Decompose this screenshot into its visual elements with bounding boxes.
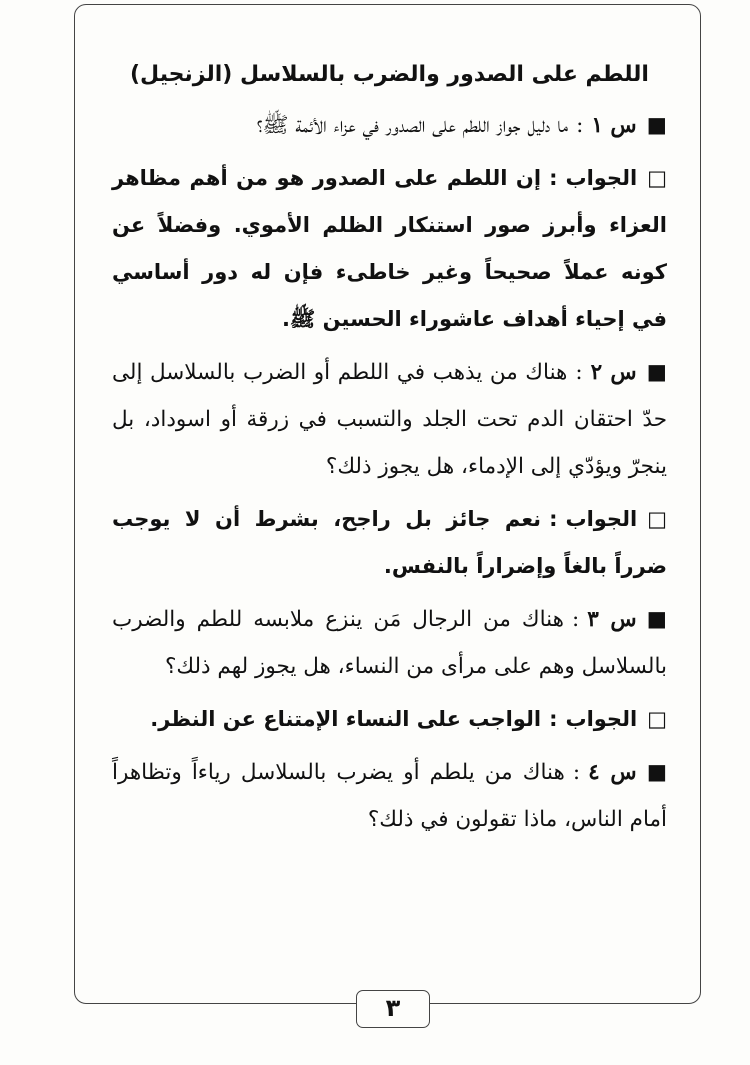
colon: : bbox=[549, 507, 558, 531]
page-title: اللطم على الصدور والضرب بالسلاسل (الزنجيل) bbox=[130, 62, 649, 87]
question-label: س ٣ bbox=[587, 607, 637, 632]
question-label: س ٤ bbox=[588, 760, 637, 785]
question-text: ما دليل جواز اللطم على الصدور في عزاء الأئمة ﷺ؟ bbox=[256, 113, 569, 138]
colon: : bbox=[575, 360, 583, 385]
empty-square-icon: □ bbox=[647, 707, 667, 731]
filled-square-icon: ■ bbox=[646, 360, 667, 385]
colon: : bbox=[576, 113, 584, 138]
colon: : bbox=[549, 707, 558, 731]
question-text: هناك من يلطم أو يضرب بالسلاسل رياءاً وتظاهراً أمام الناس، ماذا تقولون في ذلك؟ bbox=[112, 760, 667, 832]
answer-2 bbox=[112, 496, 667, 590]
empty-square-icon: □ bbox=[647, 507, 667, 531]
question-text: هناك من الرجال مَن ينزع ملابسه للطم والضرب بالسلاسل وهم على مرأى من النساء، هل يجوز لهم ذلك؟ bbox=[112, 607, 667, 679]
question-label: س ١ bbox=[591, 113, 637, 138]
colon: : bbox=[571, 607, 580, 632]
question-3 bbox=[112, 596, 667, 690]
empty-square-icon: □ bbox=[647, 166, 667, 190]
answer-label: الجواب bbox=[565, 707, 638, 731]
question-2 bbox=[112, 349, 667, 490]
answer-text: الواجب على النساء الإمتناع عن النظر. bbox=[150, 707, 542, 731]
answer-label: الجواب bbox=[565, 166, 638, 190]
page-number: ٣ bbox=[356, 990, 430, 1028]
answer-text: نعم جائز بل راجح، بشرط أن لا يوجب ضرراً بالغاً وإضراراً بالنفس. bbox=[112, 507, 667, 578]
question-text: هناك من يذهب في اللطم أو الضرب بالسلاسل إلى حدّ احتقان الدم تحت الجلد والتسبب في زرقة أو اسوداد، بل ينجرّ ويؤدّي إلى الإدماء، هل يجوز ذلك؟ bbox=[112, 360, 667, 479]
question-4 bbox=[112, 749, 667, 843]
answer-label: الجواب bbox=[565, 507, 638, 531]
answer-text: إن اللطم على الصدور هو من أهم مظاهر العزاء وأبرز صور استنكار الظلم الأموي. وفضلاً عن كونه عملاً صحيحاً وغير خاطىء فإن له دور أساسي في إحياء أهداف عاشوراء الحسين ﷺ. bbox=[112, 166, 667, 331]
filled-square-icon: ■ bbox=[646, 760, 668, 785]
answer-1 bbox=[112, 155, 667, 343]
colon: : bbox=[549, 166, 558, 190]
question-label: س ٢ bbox=[590, 360, 637, 385]
page-content bbox=[112, 52, 667, 849]
answer-3 bbox=[112, 696, 667, 743]
filled-square-icon: ■ bbox=[646, 113, 667, 138]
filled-square-icon: ■ bbox=[646, 607, 667, 632]
colon: : bbox=[572, 760, 581, 785]
question-1 bbox=[112, 102, 667, 149]
